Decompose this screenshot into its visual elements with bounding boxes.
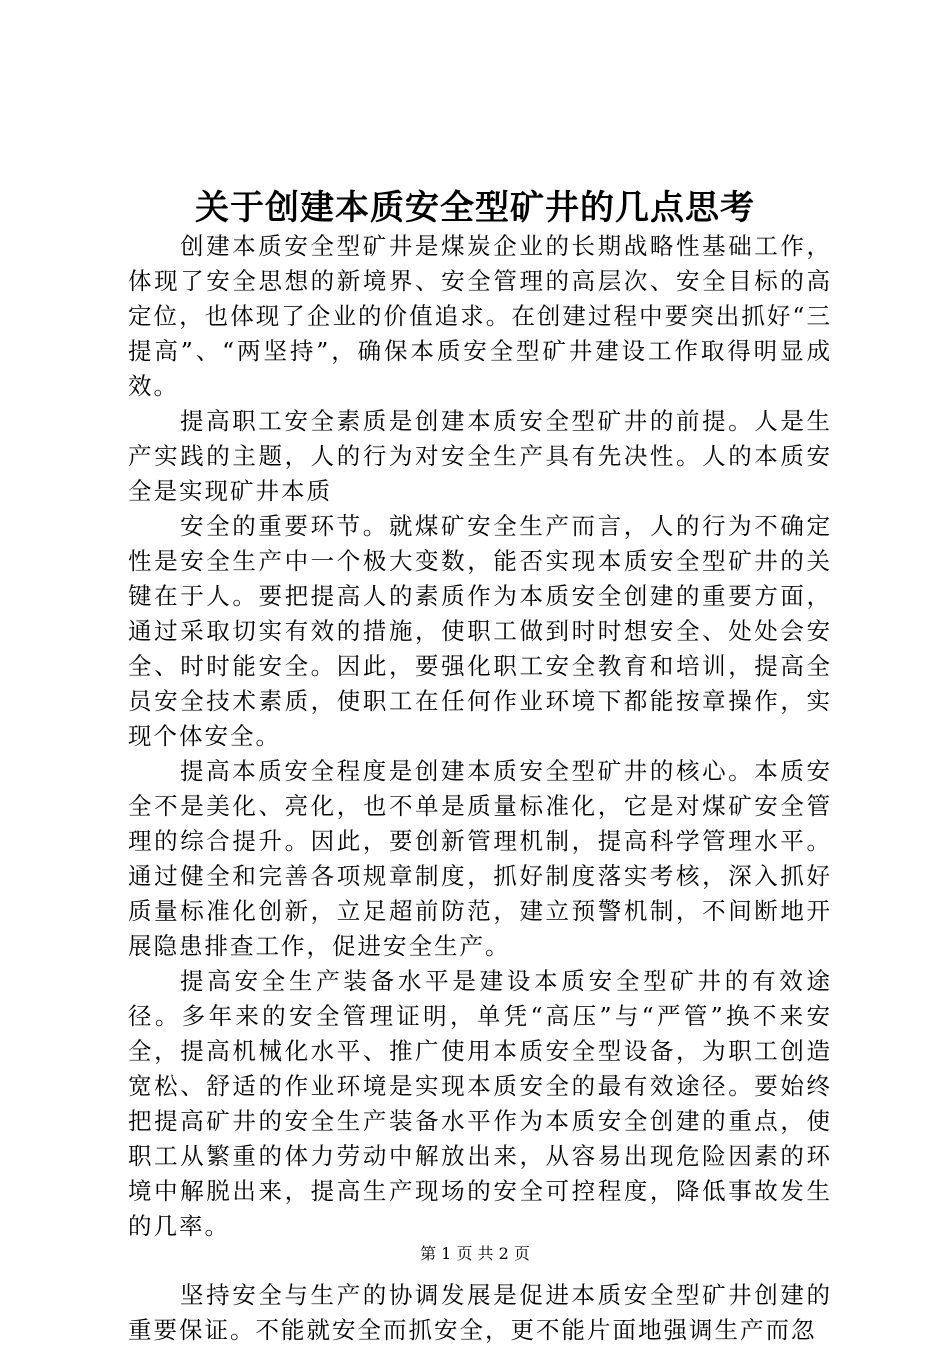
document-body	[128, 229, 832, 1348]
paragraph-worker-quality: 提高职工安全素质是创建本质安全型矿井的前提。人是生产实践的主题，人的行为对安全生产具有先决性。人的本质安全是实现矿井本质	[128, 407, 832, 505]
page-number-footer: 第 1 页 共 2 页	[420, 1244, 530, 1263]
paragraph-worker-quality-continued: 安全的重要环节。就煤矿安全生产而言，人的行为不确定性是安全生产中一个极大变数，能否实现本质安全型矿井的关键在于人。要把提高人的素质作为本质安全创建的重要方面，通过采取切实有效的措施，使职工做到时时想安全、处处会安全、时时能安全。因此，要强化职工安全教育和培训，提高全员安全技术素质，使职工在任何作业环境下都能按章操作，实现个体安全。	[128, 512, 832, 750]
document-title: 关于创建本质安全型矿井的几点思考	[195, 188, 755, 228]
paragraph-equipment-level: 提高安全生产装备水平是建设本质安全型矿井的有效途径。多年来的安全管理证明，单凭“高压”与“严管”换不来安全，提高机械化水平、推广使用本质安全型设备，为职工创造宽松、舒适的作业环境是实现本质安全的最有效途径。要始终把提高矿井的安全生产装备水平作为本质安全创建的重点，使职工从繁重的体力劳动中解放出来，从容易出现危险因素的环境中解脱出来，提高生产现场的安全可控程度，降低事故发生的几率。	[128, 967, 832, 1240]
paragraph-coordinated-development: 坚持安全与生产的协调发展是促进本质安全型矿井创建的重要保证。不能就安全而抓安全，更不能片面地强调生产而忽	[128, 1281, 832, 1344]
paragraph-safety-degree: 提高本质安全程度是创建本质安全型矿井的核心。本质安全不是美化、亮化，也不单是质量标准化，它是对煤矿安全管理的综合提升。因此，要创新管理机制，提高科学管理水平。通过健全和完善各项规章制度，抓好制度落实考核，深入抓好质量标准化创新，立足超前防范，建立预警机制，不间断地开展隐患排查工作，促进安全生产。	[128, 757, 832, 960]
paragraph-intro: 创建本质安全型矿井是煤炭企业的长期战略性基础工作，体现了安全思想的新境界、安全管理的高层次、安全目标的高定位，也体现了企业的价值追求。在创建过程中要突出抓好“三提高”、“两坚持”，确保本质安全型矿井建设工作取得明显成效。	[128, 232, 832, 400]
